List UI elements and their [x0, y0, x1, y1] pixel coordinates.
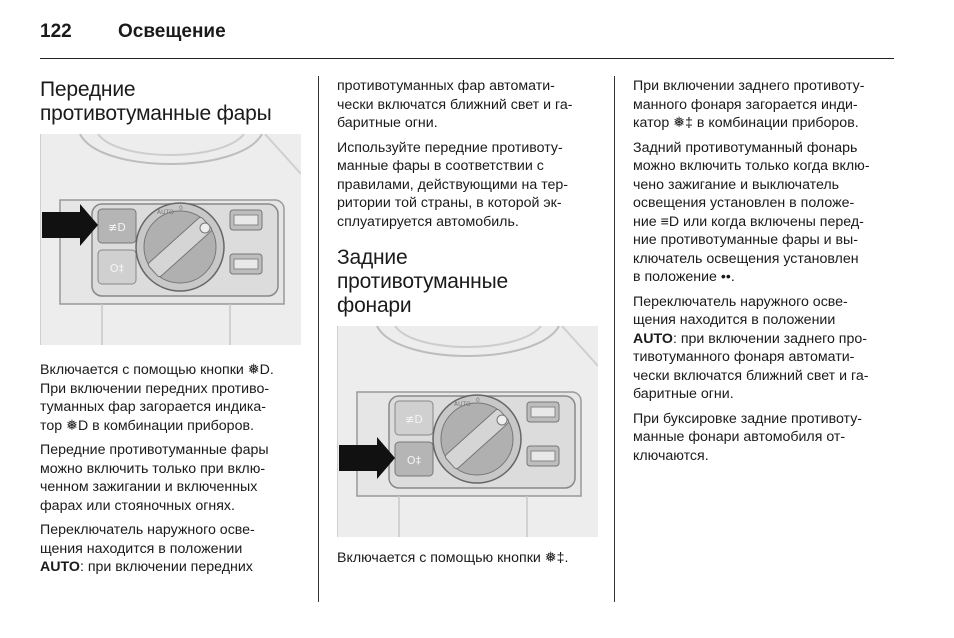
paragraph-front-fog-button: Включается с помощью кнопки ❅D. При включении передних противо- туманных фар загорается индика- тор ❅D в комбинации приборов. [40, 362, 274, 434]
paragraph-front-fog-auto: Переключатель наружного осве- щения находится в положении AUTO: при включении передних [40, 522, 255, 575]
column-divider-1 [318, 76, 319, 602]
paragraph-rear-fog-auto: Переключатель наружного осве- щения находится в положении AUTO: при включении заднего про- тивотуманного фонаря автомати- чески включатся ближний свет и га- баритные огни. [633, 293, 869, 402]
figure-front-fog-switch [40, 134, 301, 345]
page-number: 122 [40, 21, 72, 42]
paragraph-rear-fog-indicator: При включении заднего противоту- манного фонаря загорается инди- катор ❅‡ в комбинации приборов. [633, 78, 865, 131]
paragraph-rear-fog-button: Включается с помощью кнопки ❅‡. [337, 550, 569, 566]
chapter-title: Освещение [118, 21, 226, 42]
auto-label-2: AUTO [633, 330, 673, 347]
paragraph-front-fog-auto-cont: противотуманных фар автомати- чески включатся ближний свет и га- баритные огни. [337, 78, 573, 131]
switch-label-auto: AUTO [157, 209, 174, 216]
svg-text:O‡: O‡ [109, 262, 125, 275]
paragraph-rear-fog-towing: При буксировке задние противоту- манные фонари автомобиля от- ключаются. [633, 410, 863, 464]
svg-text:O‡: O‡ [406, 454, 422, 467]
column-divider-2 [614, 76, 615, 602]
paragraph-front-fog-rules: Используйте передние противоту- манные фары в соответствии с правилами, действующими на тер- ритории той страны, в которой эк- сплуатируется автомобиль. [337, 139, 569, 230]
column-2-heading [337, 246, 605, 318]
paragraph-front-fog-conditions: Передние противотуманные фары можно включить только при вклю- ченном зажигании и включенных фарах или стояночных огнях. [40, 442, 269, 514]
figure-rear-fog-switch [337, 326, 598, 537]
section-heading-front-fog: Передние противотуманные фары [40, 78, 272, 125]
svg-text:≢D: ≢D [108, 221, 126, 234]
paragraph-rear-fog-conditions: Задний противотуманный фонарь можно включить только когда вклю- чено зажигание и выключатель освещения установлен в положе- ние ≡D или когда включены перед- ние противотуманные фары и вы- ключатель освещения установлен в положение ••. [633, 139, 870, 285]
column-3 [633, 77, 905, 465]
auto-label: AUTO [40, 559, 80, 575]
section-heading-rear-fog: Задние противотуманные фонари [337, 246, 508, 317]
column-2 [337, 77, 605, 231]
switch-label-auto-2: AUTO [454, 401, 471, 408]
page-header [40, 18, 894, 59]
column-1-body [40, 361, 312, 577]
svg-text:≢D: ≢D [405, 413, 423, 426]
switch-label-zero: 0 [179, 205, 183, 212]
column-2-caption [337, 549, 605, 568]
column-1 [40, 78, 308, 126]
switch-label-zero-2: 0 [476, 397, 480, 404]
